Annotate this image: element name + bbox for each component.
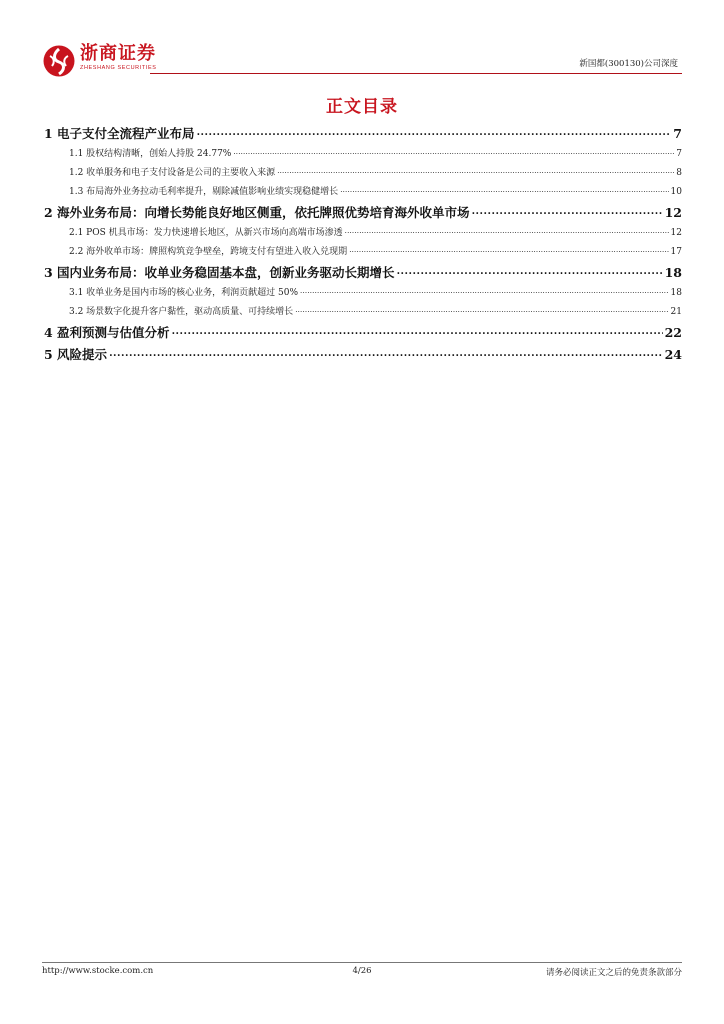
toc-entry-section[interactable] xyxy=(44,225,682,244)
toc-entry-page: 18 xyxy=(670,288,682,298)
toc-dot-leader xyxy=(109,347,663,360)
toc-entry-title: 2.1 POS 机具市场：发力快速增长地区，从新兴市场向高端市场渗透 xyxy=(69,228,343,238)
toc-entry-page: 7 xyxy=(676,149,682,159)
toc-entry-page: 21 xyxy=(670,307,682,317)
toc-entry-title: 3 国内业务布局：收单业务稳固基本盘，创新业务驱动长期增长 xyxy=(44,265,395,280)
toc-entry-page: 22 xyxy=(664,325,682,340)
toc-entry-page: 8 xyxy=(676,168,682,178)
toc-entry-title: 1 电子支付全流程产业布局 xyxy=(44,126,195,141)
toc-entry-title: 4 盈利预测与估值分析 xyxy=(44,325,170,340)
toc-dot-leader xyxy=(349,245,668,254)
toc-dot-leader xyxy=(172,325,663,338)
logo-chinese-name: 浙商证券 xyxy=(80,43,156,64)
toc-entry-title: 3.2 场景数字化提升客户黏性，驱动高质量、可持续增长 xyxy=(69,307,294,317)
footer-divider xyxy=(42,962,682,963)
zheshang-logo-icon xyxy=(42,44,76,78)
toc-dot-leader xyxy=(345,226,669,235)
toc-entry-page: 12 xyxy=(670,228,682,238)
toc-entry-section[interactable] xyxy=(44,285,682,304)
toc-entry-title: 1.3 布局海外业务拉动毛利率提升，剔除减值影响业绩实现稳健增长 xyxy=(69,187,339,197)
toc-entry-page: 12 xyxy=(664,205,682,220)
toc-dot-leader xyxy=(233,147,674,156)
toc-entry-chapter[interactable] xyxy=(44,345,682,367)
toc-entry-section[interactable] xyxy=(44,146,682,165)
toc-entry-page: 24 xyxy=(664,347,682,362)
toc-dot-leader xyxy=(472,205,663,218)
toc-entry-title: 2 海外业务布局：向增长势能良好地区侧重，依托牌照优势培育海外收单市场 xyxy=(44,205,470,220)
toc-entry-page: 7 xyxy=(673,126,682,141)
toc-entry-page: 10 xyxy=(670,187,682,197)
toc-entry-title: 5 风险提示 xyxy=(44,347,108,362)
toc-dot-leader xyxy=(197,126,672,139)
table-of-contents xyxy=(44,124,682,367)
toc-dot-leader xyxy=(277,166,674,175)
toc-entry-chapter[interactable] xyxy=(44,263,682,285)
toc-entry-chapter[interactable] xyxy=(44,203,682,225)
footer-page-number: 4/26 xyxy=(352,966,372,976)
logo-english-name: ZHESHANG SECURITIES xyxy=(80,65,157,71)
toc-entry-chapter[interactable] xyxy=(44,323,682,345)
footer-disclaimer: 请务必阅读正文之后的免责条款部分 xyxy=(545,968,682,978)
toc-entry-section[interactable] xyxy=(44,184,682,203)
toc-entry-title: 1.2 收单服务和电子支付设备是公司的主要收入来源 xyxy=(69,168,276,178)
toc-dot-leader xyxy=(397,265,663,278)
toc-dot-leader xyxy=(295,305,668,314)
toc-entry-title: 2.2 海外收单市场：牌照构筑竞争壁垒，跨境支付有望进入收入兑现期 xyxy=(69,247,348,257)
header-divider xyxy=(150,73,682,74)
toc-entry-page: 17 xyxy=(670,247,682,257)
report-tag: 新国都(300130)公司深度 xyxy=(579,59,678,69)
company-logo xyxy=(42,44,157,78)
toc-dot-leader xyxy=(340,185,668,194)
toc-entry-title: 1.1 股权结构清晰，创始人持股 24.77% xyxy=(69,149,232,159)
toc-entry-page: 18 xyxy=(664,265,682,280)
toc-dot-leader xyxy=(300,286,669,295)
footer-website-link[interactable]: http://www.stocke.com.cn xyxy=(42,966,154,976)
toc-entry-section[interactable] xyxy=(44,165,682,184)
toc-entry-section[interactable] xyxy=(44,304,682,323)
page-header xyxy=(42,40,682,80)
toc-entry-chapter[interactable] xyxy=(44,124,682,146)
toc-entry-section[interactable] xyxy=(44,244,682,263)
page-title: 正文目录 xyxy=(326,97,398,117)
toc-entry-title: 3.1 收单业务是国内市场的核心业务，利润贡献超过 50% xyxy=(69,288,299,298)
